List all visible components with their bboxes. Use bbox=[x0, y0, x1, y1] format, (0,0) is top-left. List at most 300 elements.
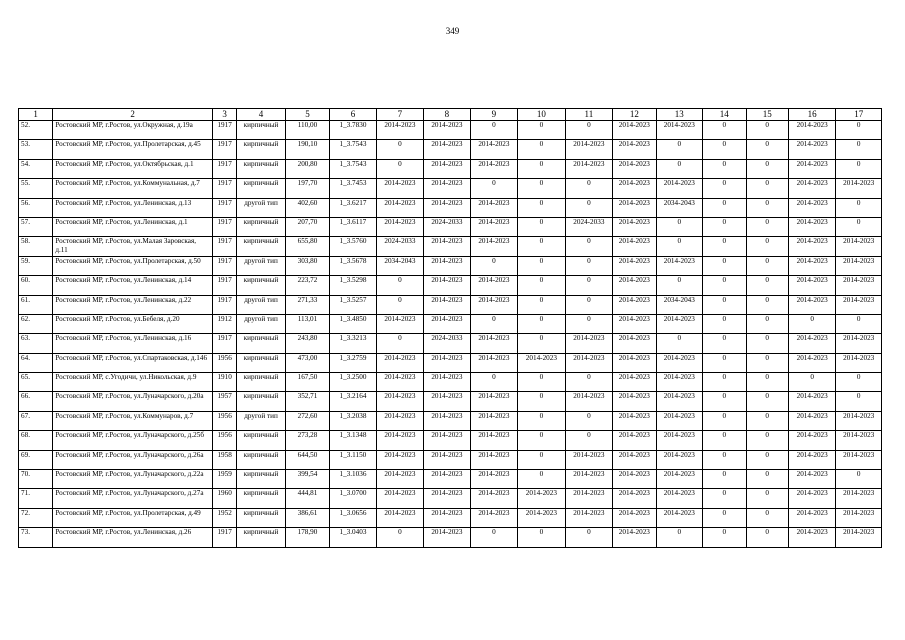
table-cell: 2014-2023 bbox=[656, 353, 702, 372]
table-cell: 0 bbox=[565, 314, 612, 333]
table-cell: 0 bbox=[470, 256, 517, 275]
table-cell: 0 bbox=[518, 179, 565, 198]
column-header: 11 bbox=[565, 109, 612, 121]
table-row bbox=[19, 411, 882, 430]
address-cell: Ростовский МР, г.Ростов, ул.Луначарского, д.20а bbox=[53, 392, 213, 411]
address-cell: Ростовский МР, г.Ростов, ул.Луначарского, д.26а bbox=[53, 450, 213, 469]
table-cell: 2014-2023 bbox=[470, 295, 517, 314]
table-cell: 0 bbox=[518, 392, 565, 411]
table-cell: 0 bbox=[565, 179, 612, 198]
table-cell: 0 bbox=[565, 431, 612, 450]
table-cell: 0 bbox=[656, 528, 702, 547]
table-row bbox=[19, 528, 882, 547]
table-cell: 0 bbox=[565, 295, 612, 314]
table-cell: 0 bbox=[746, 314, 788, 333]
table-row bbox=[19, 353, 882, 372]
table-cell: 2014-2023 bbox=[518, 489, 565, 508]
table-cell: 2014-2023 bbox=[565, 508, 612, 527]
table-cell: 0 bbox=[518, 159, 565, 178]
table-cell: кирпичный bbox=[237, 373, 286, 392]
table-cell: 0 bbox=[746, 198, 788, 217]
table-cell: 0 bbox=[518, 431, 565, 450]
table-cell: 402,60 bbox=[285, 198, 329, 217]
table-cell: 0 bbox=[470, 314, 517, 333]
table-cell: 2014-2023 bbox=[656, 121, 702, 140]
table-cell: 0 bbox=[518, 373, 565, 392]
table-cell: 0 bbox=[703, 489, 746, 508]
table-cell: 0 bbox=[470, 373, 517, 392]
table-cell: 2014-2023 bbox=[424, 470, 470, 489]
table-cell: 223,72 bbox=[285, 276, 329, 295]
table-cell: 1917 bbox=[213, 295, 237, 314]
address-cell: Ростовский МР, г.Ростов, ул.Малая Заровская, д.11 bbox=[53, 237, 213, 256]
table-cell: 1_3.2164 bbox=[330, 392, 376, 411]
table-cell: 2014-2023 bbox=[788, 508, 835, 527]
table-cell: 0 bbox=[518, 121, 565, 140]
table-cell: 2014-2023 bbox=[788, 431, 835, 450]
address-cell: Ростовский МР, г.Ростов, ул.Ленинская, д.14 bbox=[53, 276, 213, 295]
table-cell: 2014-2023 bbox=[470, 353, 517, 372]
table-cell: 0 bbox=[703, 411, 746, 430]
table-cell: кирпичный bbox=[237, 179, 286, 198]
table-cell: 2014-2023 bbox=[613, 508, 656, 527]
table-cell: 65. bbox=[19, 373, 53, 392]
table-cell: 1917 bbox=[213, 159, 237, 178]
table-cell: 352,71 bbox=[285, 392, 329, 411]
table-cell: другой тип bbox=[237, 411, 286, 430]
table-cell: 2014-2023 bbox=[376, 217, 423, 236]
table-cell: 66. bbox=[19, 392, 53, 411]
table-cell: 0 bbox=[836, 314, 882, 333]
table-cell: 2034-2043 bbox=[376, 256, 423, 275]
table-cell: 2014-2023 bbox=[565, 392, 612, 411]
table-row bbox=[19, 431, 882, 450]
table-row bbox=[19, 508, 882, 527]
table-row bbox=[19, 334, 882, 353]
table-cell: 1_3.2759 bbox=[330, 353, 376, 372]
table-cell: 1956 bbox=[213, 431, 237, 450]
table-cell: 2014-2023 bbox=[376, 179, 423, 198]
table-cell: 197,70 bbox=[285, 179, 329, 198]
table-cell: 167,50 bbox=[285, 373, 329, 392]
table-cell: 2014-2023 bbox=[613, 470, 656, 489]
table-cell: 2014-2023 bbox=[656, 256, 702, 275]
table-cell: 2014-2023 bbox=[470, 470, 517, 489]
table-cell: 0 bbox=[746, 140, 788, 159]
table-cell: 1_3.1348 bbox=[330, 431, 376, 450]
table-cell: 0 bbox=[376, 159, 423, 178]
table-cell: 2014-2023 bbox=[424, 431, 470, 450]
table-row bbox=[19, 179, 882, 198]
table-cell: 0 bbox=[703, 431, 746, 450]
table-cell: 52. bbox=[19, 121, 53, 140]
table-cell: 1917 bbox=[213, 256, 237, 275]
column-header: 8 bbox=[424, 109, 470, 121]
table-cell: 2014-2023 bbox=[470, 198, 517, 217]
table-cell: 2014-2023 bbox=[613, 528, 656, 547]
table-cell: 2014-2023 bbox=[788, 179, 835, 198]
column-header: 2 bbox=[53, 109, 213, 121]
table-cell: другой тип bbox=[237, 314, 286, 333]
table-cell: 69. bbox=[19, 450, 53, 469]
table-cell: 0 bbox=[703, 353, 746, 372]
table-cell: 2014-2023 bbox=[424, 508, 470, 527]
table-cell: 1917 bbox=[213, 528, 237, 547]
table-cell: 2014-2023 bbox=[836, 179, 882, 198]
table-cell: 2014-2023 bbox=[565, 353, 612, 372]
column-header: 6 bbox=[330, 109, 376, 121]
table-cell: 1_3.0403 bbox=[330, 528, 376, 547]
table-cell: 0 bbox=[656, 217, 702, 236]
table-cell: 2014-2023 bbox=[424, 353, 470, 372]
table-cell: 1956 bbox=[213, 353, 237, 372]
table-cell: 644,50 bbox=[285, 450, 329, 469]
table-cell: 2014-2023 bbox=[424, 411, 470, 430]
table-cell: 0 bbox=[746, 528, 788, 547]
table-cell: 1917 bbox=[213, 121, 237, 140]
table-cell: 0 bbox=[836, 392, 882, 411]
table-cell: 2014-2023 bbox=[613, 276, 656, 295]
table-cell: 2014-2023 bbox=[424, 314, 470, 333]
table-cell: кирпичный bbox=[237, 159, 286, 178]
table-cell: 1917 bbox=[213, 276, 237, 295]
column-header: 17 bbox=[836, 109, 882, 121]
table-cell: 0 bbox=[703, 373, 746, 392]
table-cell: 0 bbox=[518, 334, 565, 353]
table-cell: 399,54 bbox=[285, 470, 329, 489]
table-cell: 57. bbox=[19, 217, 53, 236]
table-cell: 2014-2023 bbox=[836, 489, 882, 508]
table-cell: 2014-2023 bbox=[424, 121, 470, 140]
table-cell: 2014-2023 bbox=[424, 198, 470, 217]
table-cell: 2014-2023 bbox=[424, 489, 470, 508]
table-cell: 2014-2023 bbox=[470, 237, 517, 256]
table-cell: 0 bbox=[703, 217, 746, 236]
table-cell: 2014-2023 bbox=[836, 256, 882, 275]
column-header: 9 bbox=[470, 109, 517, 121]
table-cell: 0 bbox=[565, 198, 612, 217]
table-cell: 2014-2023 bbox=[470, 411, 517, 430]
table-cell: 0 bbox=[656, 237, 702, 256]
table-cell: 1_3.5257 bbox=[330, 295, 376, 314]
table-cell: 0 bbox=[703, 179, 746, 198]
table-cell: 2014-2023 bbox=[656, 450, 702, 469]
address-cell: Ростовский МР, г.Ростов, ул.Пролетарская, д.50 bbox=[53, 256, 213, 275]
table-cell: 1_3.6117 bbox=[330, 217, 376, 236]
table-cell: 2014-2023 bbox=[836, 528, 882, 547]
table-cell: 200,80 bbox=[285, 159, 329, 178]
table-cell: 2014-2023 bbox=[836, 295, 882, 314]
table-cell: 2014-2023 bbox=[424, 256, 470, 275]
table-cell: 2014-2023 bbox=[613, 217, 656, 236]
table-cell: 0 bbox=[376, 334, 423, 353]
column-header: 13 bbox=[656, 109, 702, 121]
table-cell: 303,80 bbox=[285, 256, 329, 275]
table-cell: 1_3.7453 bbox=[330, 179, 376, 198]
table-cell: 2014-2023 bbox=[376, 411, 423, 430]
table-row bbox=[19, 217, 882, 236]
table-cell: 0 bbox=[376, 140, 423, 159]
table-cell: 2014-2023 bbox=[836, 276, 882, 295]
table-cell: 2014-2023 bbox=[788, 217, 835, 236]
table-cell: 0 bbox=[836, 198, 882, 217]
table-cell: 0 bbox=[703, 314, 746, 333]
table-cell: кирпичный bbox=[237, 353, 286, 372]
table-cell: другой тип bbox=[237, 198, 286, 217]
table-cell: 0 bbox=[703, 528, 746, 547]
table-cell: 2014-2023 bbox=[470, 334, 517, 353]
table-cell: 2014-2023 bbox=[656, 489, 702, 508]
table-cell: 2014-2023 bbox=[470, 140, 517, 159]
table-cell: 2014-2023 bbox=[376, 121, 423, 140]
table-cell: 272,60 bbox=[285, 411, 329, 430]
table-row bbox=[19, 314, 882, 333]
table-cell: 2014-2023 bbox=[376, 198, 423, 217]
table-cell: 2014-2023 bbox=[836, 237, 882, 256]
column-header: 5 bbox=[285, 109, 329, 121]
table-cell: 0 bbox=[565, 528, 612, 547]
table-cell: 2014-2023 bbox=[613, 431, 656, 450]
table-cell: кирпичный bbox=[237, 470, 286, 489]
address-cell: Ростовский МР, г.Ростов, ул.Пролетарская, д.49 bbox=[53, 508, 213, 527]
table-cell: 1_3.7543 bbox=[330, 159, 376, 178]
table-cell: 2014-2023 bbox=[424, 373, 470, 392]
table-cell: кирпичный bbox=[237, 450, 286, 469]
table-cell: 473,00 bbox=[285, 353, 329, 372]
table-cell: 2014-2023 bbox=[788, 256, 835, 275]
table-cell: 2034-2043 bbox=[656, 198, 702, 217]
table-cell: 2014-2023 bbox=[470, 489, 517, 508]
table-cell: 2014-2023 bbox=[788, 489, 835, 508]
table-cell: 1_3.7830 bbox=[330, 121, 376, 140]
table-cell: 2014-2023 bbox=[470, 450, 517, 469]
table-cell: 2014-2023 bbox=[470, 392, 517, 411]
address-cell: Ростовский МР, г.Ростов, ул.Октябрьская, д.1 bbox=[53, 159, 213, 178]
table-cell: 0 bbox=[836, 140, 882, 159]
table-cell: 2014-2023 bbox=[376, 489, 423, 508]
address-cell: Ростовский МР, г.Ростов, ул.Коммунальная, д.7 bbox=[53, 179, 213, 198]
table-cell: 0 bbox=[703, 121, 746, 140]
table-cell: 0 bbox=[376, 528, 423, 547]
table-cell: 0 bbox=[703, 470, 746, 489]
table-cell: 59. bbox=[19, 256, 53, 275]
table-cell: 2014-2023 bbox=[470, 276, 517, 295]
table-cell: 2014-2023 bbox=[613, 392, 656, 411]
table-cell: 1_3.2038 bbox=[330, 411, 376, 430]
table-cell: кирпичный bbox=[237, 489, 286, 508]
table-row bbox=[19, 392, 882, 411]
table-cell: 0 bbox=[656, 140, 702, 159]
table-cell: 2014-2023 bbox=[656, 431, 702, 450]
table-cell: 0 bbox=[518, 314, 565, 333]
table-cell: 0 bbox=[518, 198, 565, 217]
table-row bbox=[19, 159, 882, 178]
page-number: 349 bbox=[445, 26, 460, 36]
table-cell: 2014-2023 bbox=[470, 159, 517, 178]
table-cell: 2014-2023 bbox=[836, 508, 882, 527]
table-cell: 2014-2023 bbox=[424, 450, 470, 469]
table-cell: 2014-2023 bbox=[376, 353, 423, 372]
table-cell: 0 bbox=[746, 334, 788, 353]
table-row bbox=[19, 373, 882, 392]
table-cell: 1917 bbox=[213, 237, 237, 256]
table-cell: 2014-2023 bbox=[424, 140, 470, 159]
table-cell: 2014-2023 bbox=[613, 373, 656, 392]
header-row bbox=[19, 109, 882, 121]
table-cell: 0 bbox=[470, 179, 517, 198]
table-cell: 1_3.4850 bbox=[330, 314, 376, 333]
table-cell: 2014-2023 bbox=[613, 121, 656, 140]
table-cell: 0 bbox=[703, 450, 746, 469]
table-cell: 0 bbox=[746, 353, 788, 372]
table-cell: 0 bbox=[746, 470, 788, 489]
table-cell: 2014-2023 bbox=[376, 314, 423, 333]
table-cell: 2014-2023 bbox=[613, 334, 656, 353]
table-cell: 444,81 bbox=[285, 489, 329, 508]
table-cell: 2014-2023 bbox=[565, 159, 612, 178]
table-cell: 0 bbox=[565, 411, 612, 430]
table-cell: 0 bbox=[470, 121, 517, 140]
table-cell: 72. bbox=[19, 508, 53, 527]
table-cell: 2014-2023 bbox=[656, 508, 702, 527]
table-cell: 61. bbox=[19, 295, 53, 314]
table-cell: 1912 bbox=[213, 314, 237, 333]
table-cell: 2014-2023 bbox=[470, 431, 517, 450]
table-cell: 0 bbox=[746, 508, 788, 527]
table-cell: 0 bbox=[746, 431, 788, 450]
table-cell: 2014-2023 bbox=[376, 431, 423, 450]
table-cell: 2014-2023 bbox=[656, 470, 702, 489]
table-cell: 0 bbox=[836, 121, 882, 140]
address-cell: Ростовский МР, г.Ростов, ул.Бебеля, д.20 bbox=[53, 314, 213, 333]
table-cell: 2014-2023 bbox=[788, 295, 835, 314]
table-cell: 0 bbox=[746, 179, 788, 198]
table-cell: 2014-2023 bbox=[424, 276, 470, 295]
table-cell: 2014-2023 bbox=[565, 450, 612, 469]
table-cell: 2014-2023 bbox=[376, 508, 423, 527]
table-row bbox=[19, 450, 882, 469]
table-cell: 1_3.5678 bbox=[330, 256, 376, 275]
table-cell: 1956 bbox=[213, 411, 237, 430]
table-cell: 0 bbox=[746, 489, 788, 508]
table-cell: 54. bbox=[19, 159, 53, 178]
table-cell: другой тип bbox=[237, 295, 286, 314]
table-cell: 2014-2023 bbox=[376, 470, 423, 489]
table-cell: 2014-2023 bbox=[788, 276, 835, 295]
table-cell: 0 bbox=[746, 392, 788, 411]
table-cell: кирпичный bbox=[237, 334, 286, 353]
address-cell: Ростовский МР, г.Ростов, ул.Луначарского, д.22а bbox=[53, 470, 213, 489]
table-cell: 2034-2043 bbox=[656, 295, 702, 314]
table-cell: 1960 bbox=[213, 489, 237, 508]
table-cell: 1917 bbox=[213, 198, 237, 217]
table-cell: 2014-2023 bbox=[565, 140, 612, 159]
table-cell: 0 bbox=[746, 295, 788, 314]
table-cell: 60. bbox=[19, 276, 53, 295]
table-cell: 2014-2023 bbox=[376, 450, 423, 469]
table-row bbox=[19, 121, 882, 140]
table-cell: 0 bbox=[703, 237, 746, 256]
table-cell: 2014-2023 bbox=[656, 392, 702, 411]
table-cell: 2014-2023 bbox=[613, 450, 656, 469]
table-cell: кирпичный bbox=[237, 508, 286, 527]
table-cell: 2014-2023 bbox=[656, 373, 702, 392]
column-header: 16 bbox=[788, 109, 835, 121]
table-cell: 2014-2023 bbox=[613, 179, 656, 198]
table-cell: 2014-2023 bbox=[788, 159, 835, 178]
table-cell: 1917 bbox=[213, 179, 237, 198]
table-cell: 2014-2023 bbox=[788, 237, 835, 256]
address-cell: Ростовский МР, г.Ростов, ул.Луначарского, д.27а bbox=[53, 489, 213, 508]
table-cell: 2014-2023 bbox=[656, 411, 702, 430]
table-cell: 1917 bbox=[213, 217, 237, 236]
table-cell: 67. bbox=[19, 411, 53, 430]
table-cell: кирпичный bbox=[237, 392, 286, 411]
table-cell: 0 bbox=[518, 528, 565, 547]
table-cell: 113,01 bbox=[285, 314, 329, 333]
table-cell: 0 bbox=[746, 373, 788, 392]
table-cell: кирпичный bbox=[237, 276, 286, 295]
table-cell: 2014-2023 bbox=[613, 140, 656, 159]
table-cell: 55. bbox=[19, 179, 53, 198]
table-cell: 2014-2023 bbox=[424, 179, 470, 198]
column-header: 7 bbox=[376, 109, 423, 121]
column-header: 3 bbox=[213, 109, 237, 121]
table-cell: 58. bbox=[19, 237, 53, 256]
table-cell: 73. bbox=[19, 528, 53, 547]
table-row bbox=[19, 295, 882, 314]
table-cell: 2014-2023 bbox=[518, 508, 565, 527]
table-cell: 2014-2023 bbox=[470, 217, 517, 236]
table-cell: 0 bbox=[518, 411, 565, 430]
table-cell: 0 bbox=[746, 450, 788, 469]
table-cell: 1917 bbox=[213, 334, 237, 353]
table-cell: 2014-2023 bbox=[836, 334, 882, 353]
table-cell: 386,61 bbox=[285, 508, 329, 527]
table-cell: 0 bbox=[376, 295, 423, 314]
table-cell: 110,00 bbox=[285, 121, 329, 140]
table-cell: 2014-2023 bbox=[424, 295, 470, 314]
table-cell: 1_3.5298 bbox=[330, 276, 376, 295]
table-cell: 2014-2023 bbox=[565, 470, 612, 489]
table-cell: 1957 bbox=[213, 392, 237, 411]
table-cell: 0 bbox=[703, 276, 746, 295]
table-cell: 0 bbox=[656, 276, 702, 295]
table-cell: 2014-2023 bbox=[613, 489, 656, 508]
table-cell: 0 bbox=[518, 295, 565, 314]
table-cell: 2014-2023 bbox=[613, 353, 656, 372]
table-cell: 0 bbox=[656, 159, 702, 178]
table-cell: 0 bbox=[703, 159, 746, 178]
table-cell: 2024-2033 bbox=[424, 334, 470, 353]
table-cell: 2014-2023 bbox=[788, 470, 835, 489]
table-cell: 62. bbox=[19, 314, 53, 333]
table-cell: 1_3.0700 bbox=[330, 489, 376, 508]
table-cell: 2014-2023 bbox=[613, 295, 656, 314]
table-cell: 0 bbox=[565, 121, 612, 140]
table-cell: 2024-2033 bbox=[565, 217, 612, 236]
table-cell: 1_3.6217 bbox=[330, 198, 376, 217]
table-cell: 0 bbox=[565, 237, 612, 256]
table-cell: 0 bbox=[518, 276, 565, 295]
table-cell: 0 bbox=[565, 276, 612, 295]
table-cell: 2014-2023 bbox=[613, 314, 656, 333]
table-cell: 0 bbox=[746, 159, 788, 178]
table-cell: 2024-2033 bbox=[424, 217, 470, 236]
table-cell: 1910 bbox=[213, 373, 237, 392]
table-cell: 64. bbox=[19, 353, 53, 372]
table-cell: 0 bbox=[788, 373, 835, 392]
